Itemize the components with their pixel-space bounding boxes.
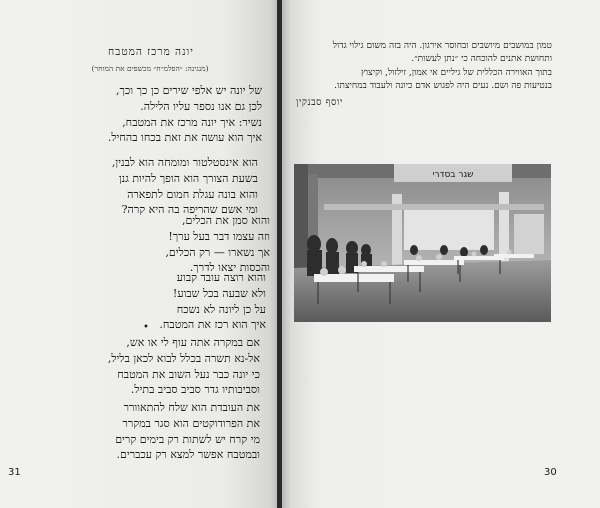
verse-line: אך נשארו — רק הכלים,	[165, 245, 270, 259]
verse-line: והוא סמן את הכלים,	[181, 214, 270, 227]
left-page	[0, 0, 278, 508]
wall-sign-text: שגר בסדרי	[432, 170, 474, 180]
poem-title: יונה מרכז המטבח	[108, 46, 194, 58]
verse-line: ולא שבעה בכל שבוע!	[172, 286, 266, 300]
verse-line: איך הוא עושה את זאת בכחו בהחיל.	[107, 131, 262, 145]
page-number-right: 30	[544, 467, 557, 478]
verse-line: את העובדת הוא שלח להתאוורר	[123, 401, 260, 414]
stanza-5	[60, 335, 260, 398]
verse-line: וסביבותיו גדר סביב סביב בתיל.	[130, 383, 260, 397]
verse-line: הוא אינסטלטור ומומחה הוא לבנין,	[111, 156, 258, 169]
verse-line: אל-נא תשרה בכלל לבוא לכאן בליל,	[107, 351, 260, 365]
verse-line: נשיר: איך יונה מרכז את המטבח,	[122, 115, 262, 129]
stanza-3	[70, 213, 270, 276]
verse-line: ובמטבח אפשר למצא רק עכברים.	[116, 448, 260, 462]
photo-illustration	[294, 164, 551, 322]
poem-subtitle: (מנגינה: ״הפלמ״ח״ מכשפים את המוחר)	[91, 64, 209, 73]
verse-line: ומי אשם שהריפה בה היא קרה?	[121, 203, 258, 217]
verse-line: אם במקרה אתה עוף לי או אש,	[126, 336, 260, 349]
page-number-left: 31	[8, 467, 21, 478]
stanza-1	[62, 83, 262, 146]
prose-line: בתוך האווירה הכללית של גיליים אי אמון, זילזול, וקיצוץ	[361, 67, 552, 78]
verse-line: והכסות יצאו לדרך.	[189, 261, 270, 275]
stanza-divider: •	[143, 322, 149, 333]
verse-line: והוא בונה עגלת חמום לתפארה	[127, 187, 258, 201]
stanza-6	[60, 400, 260, 463]
verse-line: על כן ליונה לא נשכח	[176, 302, 266, 316]
verse-line: בשעת הצורך הוא הופך להיות גנן	[118, 171, 258, 185]
verse-line: את הפרודוקטים הוא סגר במקרר	[122, 416, 260, 430]
verse-line: והוא רוצה עובד קבוע	[176, 271, 266, 284]
dining-hall-photo	[294, 164, 551, 322]
verse-line: כי יונה כבר נעל השוב את המטבח	[117, 367, 260, 381]
prose-line: בנטיעות פה ושם. נעים היה לפגוש אדם כיונה ולעבוד במחיצתו.	[334, 81, 552, 92]
prose-paragraph	[294, 40, 552, 94]
stanza-4	[66, 270, 266, 333]
verse-line: איך הוא רכז את המטבח.	[159, 318, 266, 332]
prose-line: טמון במושבים מיושבים ובחוסר אירגון. היה בזה משום גילוי גדול	[332, 41, 552, 51]
author-signature: יוסף סבנקין	[296, 97, 343, 108]
stanza-2	[58, 155, 258, 218]
prose-line: ותחושת אתנים להוכחה כי ״נתן לעשות״.	[411, 54, 552, 65]
verse-line: מי קרח יש לשתות רק בימים קרים	[115, 432, 260, 446]
verse-line: של יונה יש אלפי שירים כן כך וכך,	[116, 84, 262, 97]
verse-line: לכן גם אנו נספר עליו הלילה.	[140, 99, 262, 113]
verse-line: וזה עצמו דבר בעל ערך!	[168, 229, 270, 243]
